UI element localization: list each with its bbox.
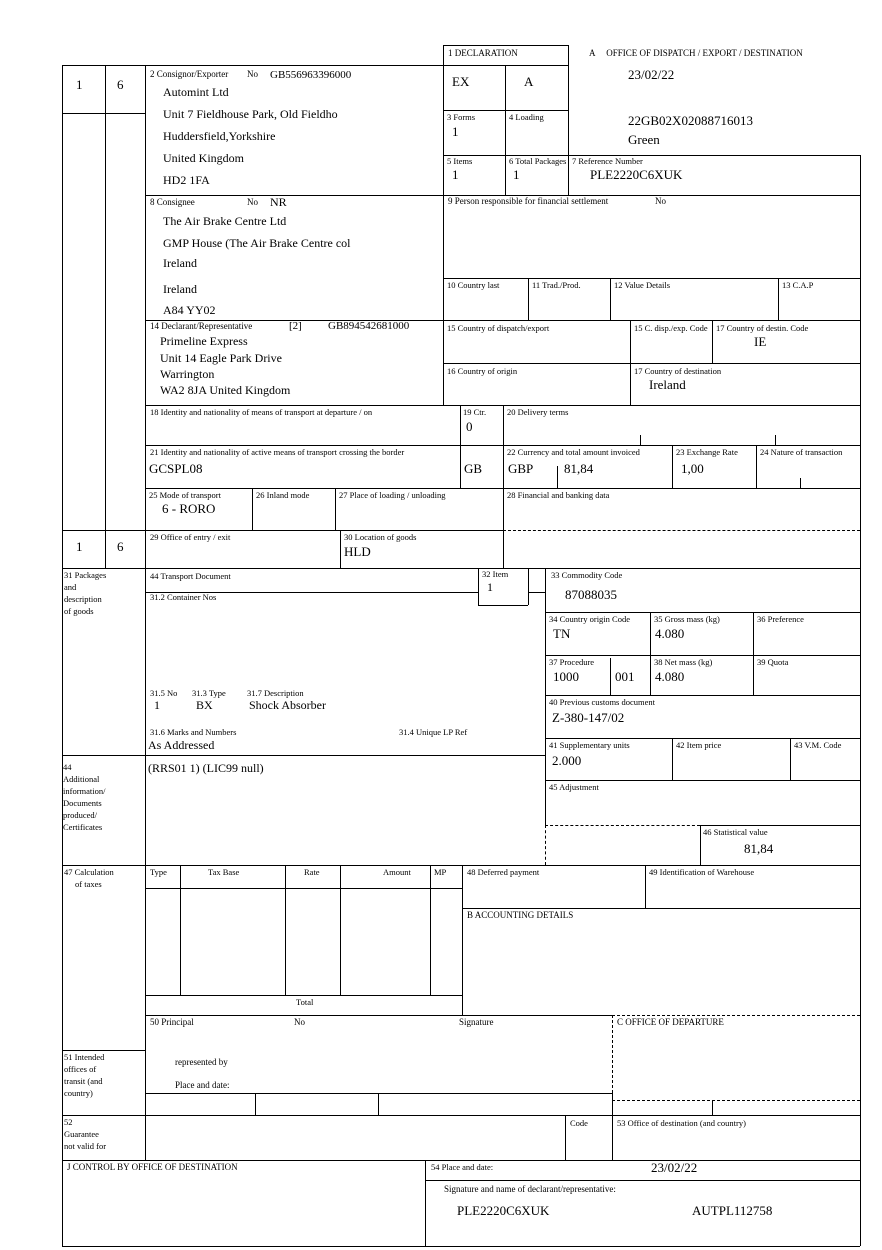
box2-no-label: No	[247, 69, 258, 79]
box30-label: 30 Location of goods	[344, 532, 417, 542]
box4-label: 4 Loading	[509, 112, 544, 122]
tax-column-header: MP	[434, 867, 447, 877]
box5-label: 5 Items	[447, 156, 473, 166]
box31-6-label: 31.6 Marks and Numbers	[150, 727, 237, 737]
section-c-header: C OFFICE OF DEPARTURE	[617, 1017, 724, 1027]
box45-label: 45 Adjustment	[549, 782, 599, 792]
consignor-address-line: United Kingdom	[163, 151, 244, 165]
goods-description-value: Shock Absorber	[249, 698, 326, 712]
copy-number: 6	[117, 539, 124, 554]
consignor-address-line: Huddersfield,Yorkshire	[163, 129, 276, 143]
transport-nationality-value: GB	[464, 461, 483, 476]
divider	[62, 1160, 860, 1161]
box9-label: 9 Person responsible for financial settlement	[448, 196, 609, 206]
divider	[285, 865, 286, 995]
tax-total-label: Total	[296, 997, 314, 1007]
consignor-address-line: Unit 7 Fieldhouse Park, Old Fieldho	[163, 107, 338, 121]
representative-code-value: [2]	[289, 320, 302, 332]
box39-label: 39 Quota	[757, 657, 789, 667]
currency-value: GBP	[508, 461, 534, 476]
acceptance-date-value: 23/02/22	[628, 67, 675, 82]
divider	[335, 488, 336, 530]
gross-mass-value: 4.080	[655, 626, 685, 641]
divider	[528, 592, 545, 593]
consignee-address-line: A84 YY02	[163, 303, 216, 317]
divider	[610, 278, 611, 320]
box44-label-line: Documents	[63, 798, 102, 808]
tax-column-header: Type	[150, 867, 167, 877]
divider	[545, 780, 860, 781]
commodity-code-value: 87088035	[565, 587, 617, 602]
exchange-rate-value: 1,00	[681, 461, 704, 476]
box10-label: 10 Country last	[447, 280, 500, 290]
divider	[528, 568, 529, 605]
declarant-eori-value: GB894542681000	[328, 320, 410, 332]
divider	[753, 612, 754, 695]
marks-numbers-value: As Addressed	[148, 738, 215, 752]
divider	[378, 1093, 379, 1115]
divider	[565, 1115, 566, 1160]
divider	[545, 568, 546, 825]
dashed-divider	[612, 1100, 860, 1101]
box20-label: 20 Delivery terms	[507, 407, 569, 417]
box37-label: 37 Procedure	[549, 657, 595, 667]
mrn-value: 22GB02X02088716013	[628, 113, 753, 128]
divider	[545, 738, 860, 739]
divider	[340, 865, 341, 995]
copy-number: 6	[117, 77, 124, 92]
box47-label-line: of taxes	[75, 879, 102, 889]
divider	[145, 888, 462, 889]
divider	[700, 825, 701, 865]
box44-label-line: 44	[63, 762, 72, 772]
declaration-date-value: 23/02/22	[651, 1160, 698, 1175]
guarantee-code-label: Code	[570, 1118, 588, 1128]
previous-document-value: Z-380-147/02	[552, 710, 625, 725]
divider	[778, 278, 779, 320]
signature-name-label: Signature and name of declarant/representative:	[444, 1184, 616, 1194]
box3-label: 3 Forms	[447, 112, 476, 122]
divider	[145, 995, 462, 996]
divider	[612, 1093, 613, 1160]
divider	[62, 65, 568, 66]
signature-label: Signature	[459, 1017, 494, 1027]
box6-label: 6 Total Packages	[509, 156, 567, 166]
package-type-value: BX	[196, 698, 213, 712]
declaration-type-value: EX	[452, 74, 470, 89]
consignee-address-line: The Air Brake Centre Ltd	[163, 214, 287, 228]
box9-no-label: No	[655, 196, 666, 206]
divider	[462, 908, 860, 909]
box31-3-label: 31.3 Type	[192, 688, 226, 698]
section-b-header: B ACCOUNTING DETAILS	[467, 910, 574, 920]
box22-label: 22 Currency and total amount invoiced	[507, 447, 640, 457]
box31-5-label: 31.5 No	[150, 688, 178, 698]
box23-label: 23 Exchange Rate	[676, 447, 738, 457]
box52-label-line: 52	[64, 1117, 73, 1127]
statistical-value: 81,84	[744, 841, 774, 856]
consignee-address-line: GMP House (The Air Brake Centre col	[163, 236, 351, 250]
box46-label: 46 Statistical value	[703, 827, 768, 837]
supplementary-units-value: 2.000	[552, 753, 582, 768]
box51-label-line: 51 Intended	[64, 1052, 105, 1062]
box31-2-label: 31.2 Container Nos	[150, 592, 217, 602]
authorisation-reference-value: AUTPL112758	[692, 1203, 773, 1218]
net-mass-value: 4.080	[655, 669, 685, 684]
reference-number-value: PLE2220C6XUK	[590, 167, 683, 182]
box8-label: 8 Consignee	[150, 197, 195, 207]
divider	[62, 530, 503, 531]
box15a-label: 15 C. disp./exp. Code	[634, 323, 708, 333]
consignee-address-line: Ireland	[163, 256, 197, 270]
divider	[62, 568, 860, 569]
box1-label: 1 DECLARATION	[448, 48, 518, 58]
routing-value: Green	[628, 132, 660, 147]
consignor-eori-value: GB556963396000	[270, 69, 352, 81]
consignor-address-line: HD2 1FA	[163, 173, 210, 187]
declaration-subtype-value: A	[524, 74, 534, 89]
divider	[650, 612, 651, 695]
destination-code-value: IE	[754, 334, 767, 349]
box15-label: 15 Country of dispatch/export	[447, 323, 550, 333]
divider	[460, 405, 461, 488]
divider	[180, 865, 181, 995]
divider	[756, 445, 757, 488]
divider	[672, 445, 673, 488]
divider	[62, 113, 145, 114]
divider	[775, 435, 776, 445]
divider	[505, 65, 506, 195]
box14-label: 14 Declarant/Representative	[150, 321, 253, 331]
box44-label-line: information/	[63, 786, 106, 796]
divider	[672, 738, 673, 780]
box48-label: 48 Deferred payment	[467, 867, 540, 877]
box44-transport-label: 44 Transport Document	[150, 571, 231, 581]
divider	[790, 738, 791, 780]
box42-label: 42 Item price	[676, 740, 722, 750]
box41-label: 41 Supplementary units	[549, 740, 630, 750]
box53-label: 53 Office of destination (and country)	[617, 1118, 746, 1128]
divider	[255, 1093, 256, 1115]
box8-no-label: No	[247, 197, 258, 207]
box31-label-line: 31 Packages	[64, 570, 107, 580]
declarant-address-line: Unit 14 Eagle Park Drive	[160, 351, 282, 365]
total-packages-value: 1	[513, 167, 520, 182]
country-of-destination-value: Ireland	[649, 377, 686, 392]
box50-label: 50 Principal	[150, 1017, 194, 1027]
divider	[478, 605, 528, 606]
divider	[105, 65, 106, 568]
box25-label: 25 Mode of transport	[149, 490, 222, 500]
consignor-address-line: Automint Ltd	[163, 85, 229, 99]
declarant-address-line: Warrington	[160, 367, 215, 381]
container-flag-value: 0	[466, 419, 473, 434]
divider	[645, 865, 646, 908]
divider	[503, 405, 504, 568]
consignee-id-value: NR	[270, 195, 287, 209]
box12-label: 12 Value Details	[614, 280, 671, 290]
divider	[425, 1160, 426, 1246]
divider	[62, 1050, 145, 1051]
divider	[443, 278, 860, 279]
box31-label-line: and	[64, 582, 77, 592]
box34-label: 34 Country origin Code	[549, 614, 630, 624]
box16-label: 16 Country of origin	[447, 366, 518, 376]
divider	[557, 466, 558, 488]
divider	[62, 1115, 860, 1116]
box28-label: 28 Financial and banking data	[507, 490, 610, 500]
tax-column-header: Rate	[304, 867, 320, 877]
additional-information-value: (RRS01 1) (LIC99 null)	[148, 761, 264, 775]
box32-label: 32 Item	[482, 569, 509, 579]
dashed-divider	[545, 825, 546, 865]
box44-label-line: Additional	[63, 774, 100, 784]
box2-label: 2 Consignor/Exporter	[150, 69, 229, 79]
items-value: 1	[452, 167, 459, 182]
invoice-amount-value: 81,84	[564, 461, 594, 476]
location-of-goods-value: HLD	[344, 544, 371, 559]
declarant-reference-value: PLE2220C6XUK	[457, 1203, 550, 1218]
country-origin-code-value: TN	[553, 626, 571, 641]
transport-identity-value: GCSPL08	[149, 461, 203, 476]
forms-value: 1	[452, 124, 459, 139]
box31-4-label: 31.4 Unique LP Ref	[399, 727, 468, 737]
divider	[443, 45, 444, 405]
divider	[62, 755, 545, 756]
box35-label: 35 Gross mass (kg)	[654, 614, 720, 624]
box47-label-line: 47 Calculation	[64, 867, 114, 877]
divider	[630, 320, 631, 405]
consignee-address-line: Ireland	[163, 282, 197, 296]
divider	[545, 655, 860, 656]
mode-of-transport-value: 6 - RORO	[162, 501, 216, 516]
box40-label: 40 Previous customs document	[549, 697, 656, 707]
divider	[712, 320, 713, 363]
box51-label-line: country)	[64, 1088, 93, 1098]
box44-label-line: produced/	[63, 810, 97, 820]
divider	[62, 65, 63, 1246]
divider	[640, 435, 641, 445]
box26-label: 26 Inland mode	[256, 490, 310, 500]
package-count-value: 1	[154, 698, 160, 712]
box50-no-label: No	[294, 1017, 305, 1027]
divider	[712, 1100, 713, 1115]
box7-label: 7 Reference Number	[572, 156, 643, 166]
divider	[145, 1015, 612, 1016]
copy-number: 1	[76, 77, 83, 92]
divider	[462, 865, 463, 1015]
divider	[62, 1246, 860, 1247]
box27-label: 27 Place of loading / unloading	[339, 490, 446, 500]
divider	[443, 45, 568, 46]
box52-label-line: Guarantee	[64, 1129, 99, 1139]
represented-by-label: represented by	[175, 1057, 228, 1067]
divider	[425, 1180, 860, 1181]
box44-label-line: Certificates	[63, 822, 103, 832]
declarant-address-line: Primeline Express	[160, 334, 248, 348]
declarant-address-line: WA2 8JA United Kingdom	[160, 383, 291, 397]
box33-label: 33 Commodity Code	[551, 570, 623, 580]
copy-number: 1	[76, 539, 83, 554]
box54-label: 54 Place and date:	[431, 1162, 494, 1172]
section-j-header: J CONTROL BY OFFICE OF DESTINATION	[67, 1162, 238, 1172]
box11-label: 11 Trad./Prod.	[532, 280, 581, 290]
divider	[545, 612, 860, 613]
divider	[252, 488, 253, 530]
divider	[700, 825, 860, 826]
box31-label-line: description	[64, 594, 102, 604]
box18-label: 18 Identity and nationality of means of transport at departure / on	[150, 407, 373, 417]
box38-label: 38 Net mass (kg)	[654, 657, 713, 667]
divider	[430, 865, 431, 995]
box17a-label: 17 Country of destin. Code	[716, 323, 809, 333]
box51-label-line: transit (and	[64, 1076, 103, 1086]
box31-label-line: of goods	[64, 606, 94, 616]
tax-column-header: Tax Base	[208, 867, 240, 877]
divider	[568, 45, 569, 195]
dashed-divider	[545, 825, 700, 826]
office-of-dispatch-header: A OFFICE OF DISPATCH / EXPORT / DESTINATION	[589, 48, 803, 58]
dashed-divider	[503, 530, 860, 531]
box51-label-line: offices of	[64, 1064, 97, 1074]
box19-label: 19 Ctr.	[463, 407, 487, 417]
procedure-code2-value: 001	[615, 669, 635, 684]
divider	[478, 568, 479, 605]
box31-7-label: 31.7 Description	[247, 688, 304, 698]
divider	[610, 658, 611, 695]
box21-label: 21 Identity and nationality of active means of transport crossing the border	[150, 447, 405, 457]
divider	[860, 155, 861, 1246]
box36-label: 36 Preference	[757, 614, 804, 624]
box49-label: 49 Identification of Warehouse	[649, 867, 755, 877]
dashed-divider	[612, 1015, 860, 1016]
box52-label-line: not valid for	[64, 1141, 107, 1151]
box17-label: 17 Country of destination	[634, 366, 722, 376]
divider	[800, 478, 801, 488]
divider	[145, 320, 860, 321]
place-and-date-label: Place and date:	[175, 1080, 230, 1090]
divider	[145, 65, 146, 1160]
box24-label: 24 Nature of transaction	[760, 447, 843, 457]
box29-label: 29 Office of entry / exit	[150, 532, 231, 542]
box43-label: 43 V.M. Code	[794, 740, 842, 750]
divider	[528, 278, 529, 320]
box13-label: 13 C.A.P	[782, 280, 814, 290]
procedure-code-value: 1000	[553, 669, 579, 684]
divider	[545, 695, 860, 696]
divider	[340, 530, 341, 568]
item-number-value: 1	[487, 580, 493, 594]
divider	[62, 865, 860, 866]
divider	[443, 363, 860, 364]
dashed-divider	[612, 1015, 613, 1093]
tax-column-header: Amount	[383, 867, 411, 877]
